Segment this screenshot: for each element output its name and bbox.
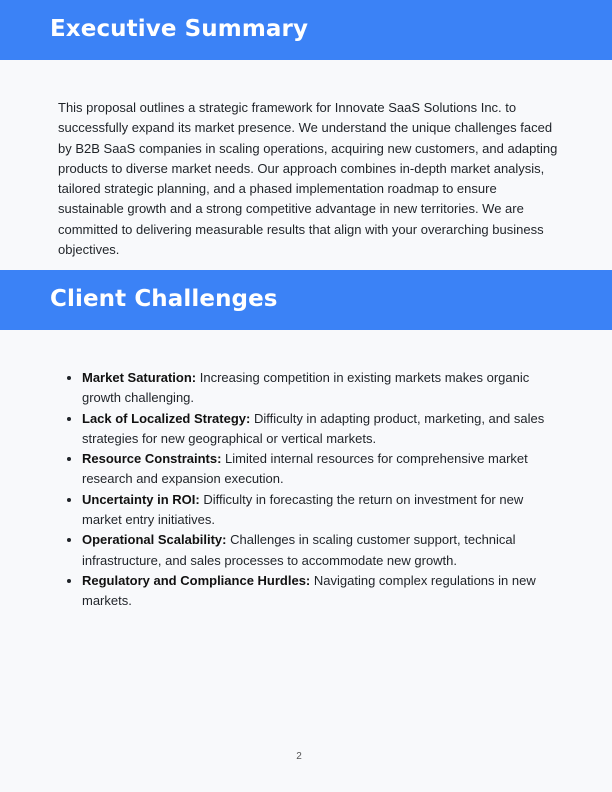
challenge-description: Difficulty in forecasting the return on investment for new market entry initiatives.	[82, 491, 524, 528]
challenge-item	[82, 490, 558, 531]
client-challenges-list	[58, 368, 558, 612]
challenge-description: Increasing competition in existing markets makes organic growth challenging.	[82, 370, 530, 406]
executive-summary-body: This proposal outlines a strategic framework for Innovate SaaS Solutions Inc. to successfully expand its market presence. We understand the unique challenges faced by B2B SaaS companies in scaling operations, acquiring new customers, and adapting products to diverse market needs. Our approach combines in-depth market analysis, tailored strategic planning, and a phased implementation roadmap to ensure sustainable growth and a strong competitive advantage in new territories. We are committed to delivering measurable results that align with your overarching business objectives.	[58, 100, 558, 258]
challenge-term: Lack of Localized Strategy:	[82, 410, 251, 426]
client-challenges-title: Client Challenges	[50, 286, 278, 312]
challenge-term: Operational Scalability:	[82, 532, 227, 548]
challenge-description: Navigating complex regulations in new markets.	[82, 572, 536, 609]
challenge-item	[82, 530, 558, 571]
page-number: 2	[296, 751, 302, 762]
challenge-description: Limited internal resources for comprehensive market research and expansion execution.	[82, 451, 528, 487]
challenge-term: Market Saturation:	[82, 370, 197, 385]
challenge-item	[82, 571, 558, 612]
challenge-description: Difficulty in adapting product, marketing, and sales strategies for new geographical or vertical markets.	[82, 410, 545, 446]
challenge-term: Resource Constraints:	[82, 451, 222, 467]
client-challenges-header	[0, 270, 612, 330]
executive-summary-title: Executive Summary	[50, 16, 309, 42]
challenge-description: Challenges in scaling customer support, technical infrastructure, and sales processes to accommodate new growth.	[82, 532, 516, 568]
executive-summary-header	[0, 0, 612, 60]
challenge-item	[82, 449, 558, 490]
challenge-term: Regulatory and Compliance Hurdles:	[82, 572, 311, 588]
challenge-term: Uncertainty in ROI:	[82, 491, 200, 507]
challenge-item	[82, 368, 558, 409]
challenge-item	[82, 409, 558, 450]
